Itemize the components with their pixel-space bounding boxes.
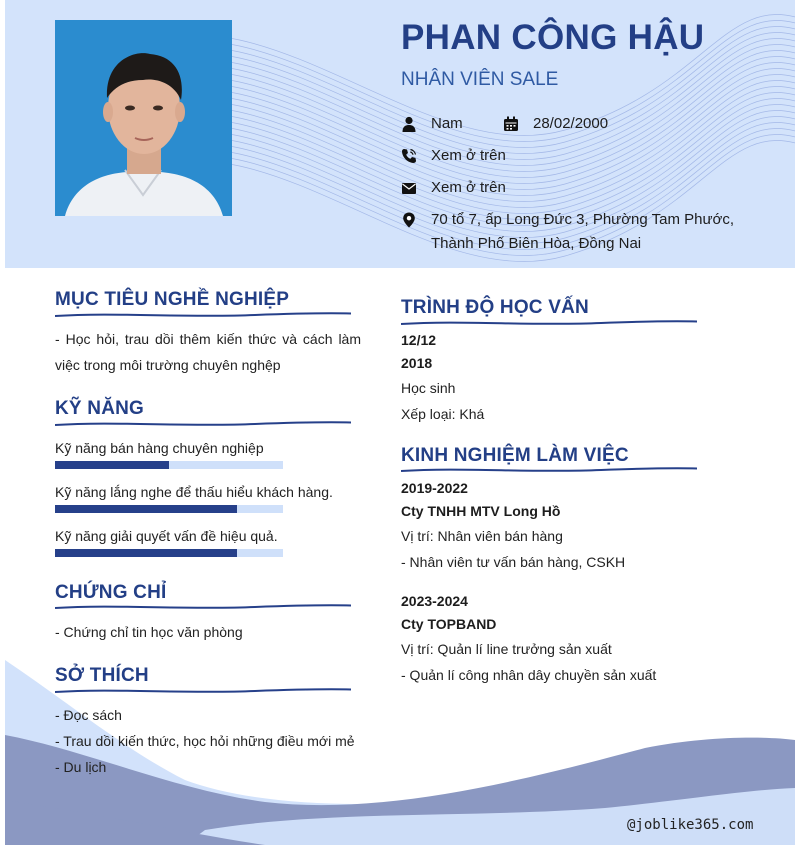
job-2-period: 2023-2024: [401, 593, 468, 609]
job-1-position: Vị trí: Nhân viên bán hàng: [401, 528, 563, 544]
skill-bar-2: [55, 505, 283, 513]
candidate-name: PHAN CÔNG HẬU: [401, 18, 705, 57]
location-pin-icon: [401, 212, 417, 228]
skills-heading-underline: [55, 420, 351, 428]
email-value: Xem ở trên: [431, 179, 506, 196]
skill-bar-3: [55, 549, 283, 557]
email-row: [401, 179, 506, 200]
job-2-company: Cty TOPBAND: [401, 616, 497, 632]
skill-label-1: Kỹ năng bán hàng chuyên nghiệp: [55, 440, 264, 456]
education-status: Học sinh: [401, 380, 456, 396]
envelope-icon: [401, 180, 417, 196]
profile-photo: [55, 20, 232, 216]
skill-label-2: Kỹ năng lắng nghe để thấu hiểu khách hàng.: [55, 484, 333, 500]
skill-label-3: Kỹ năng giải quyết vấn đề hiệu quả.: [55, 528, 278, 544]
hobby-item-2: - Trau dồi kiến thức, học hỏi những điều mới mẻ: [55, 733, 355, 749]
job-2-description: - Quản lí công nhân dây chuyền sản xuất: [401, 667, 657, 683]
education-heading-underline: [401, 319, 697, 327]
education-heading: TRÌNH ĐỘ HỌC VẤN: [401, 297, 589, 318]
calendar-icon: [503, 116, 519, 132]
hobby-item-3: - Du lịch: [55, 759, 107, 775]
gender-value: Nam: [431, 115, 463, 132]
gender-row: [401, 115, 463, 136]
address-line-1: 70 tổ 7, ấp Long Đức 3, Phường Tam Phước,: [431, 211, 735, 228]
hobbies-heading-underline: [55, 687, 351, 695]
phone-icon: [401, 148, 417, 164]
hobbies-heading: SỞ THÍCH: [55, 665, 149, 686]
certificates-heading: CHỨNG CHỈ: [55, 582, 167, 603]
skill-bar-fill-2: [55, 505, 237, 513]
hobby-item-1: - Đọc sách: [55, 707, 122, 723]
certificates-heading-underline: [55, 603, 351, 611]
skill-bar-1: [55, 461, 283, 469]
job-1-description: - Nhân viên tư vấn bán hàng, CSKH: [401, 554, 626, 570]
skill-bar-fill-3: [55, 549, 237, 557]
education-year: 2018: [401, 355, 433, 371]
objective-line-1: - Học hỏi, trau dồi thêm kiến thức và cách làm: [55, 331, 361, 347]
education-ranking: Xếp loại: Khá: [401, 406, 485, 422]
birthdate-row: [503, 115, 608, 136]
address-value: [431, 208, 734, 256]
address-line-2: Thành Phố Biên Hòa, Đồng Nai: [431, 235, 642, 252]
person-icon: [401, 116, 417, 132]
job-2-position: Vị trí: Quản lí line trưởng sản xuất: [401, 641, 612, 657]
skills-heading: KỸ NĂNG: [55, 398, 145, 419]
resume-page: [5, 0, 795, 845]
job-1-period: 2019-2022: [401, 480, 468, 496]
education-grade: 12/12: [401, 332, 437, 348]
objective-heading: MỤC TIÊU NGHỀ NGHIỆP: [55, 289, 290, 310]
candidate-job-title: NHÂN VIÊN SALE: [401, 69, 559, 90]
objective-heading-underline: [55, 311, 351, 319]
objective-line-2: việc trong môi trường chuyên nghệp: [55, 357, 281, 373]
job-1-company: Cty TNHH MTV Long Hồ: [401, 503, 561, 519]
experience-heading-underline: [401, 466, 697, 474]
resume-header: [5, 0, 795, 268]
certificate-item: - Chứng chỉ tin học văn phòng: [55, 624, 243, 640]
experience-heading: KINH NGHIỆM LÀM VIỆC: [401, 445, 629, 466]
birthdate-value: 28/02/2000: [533, 115, 609, 132]
objective-text: [55, 326, 361, 378]
address-row: [401, 211, 734, 256]
phone-row: [401, 147, 506, 168]
skill-bar-fill-1: [55, 461, 169, 469]
footer-watermark: @joblike365.com: [627, 817, 754, 833]
phone-value: Xem ở trên: [431, 147, 506, 164]
